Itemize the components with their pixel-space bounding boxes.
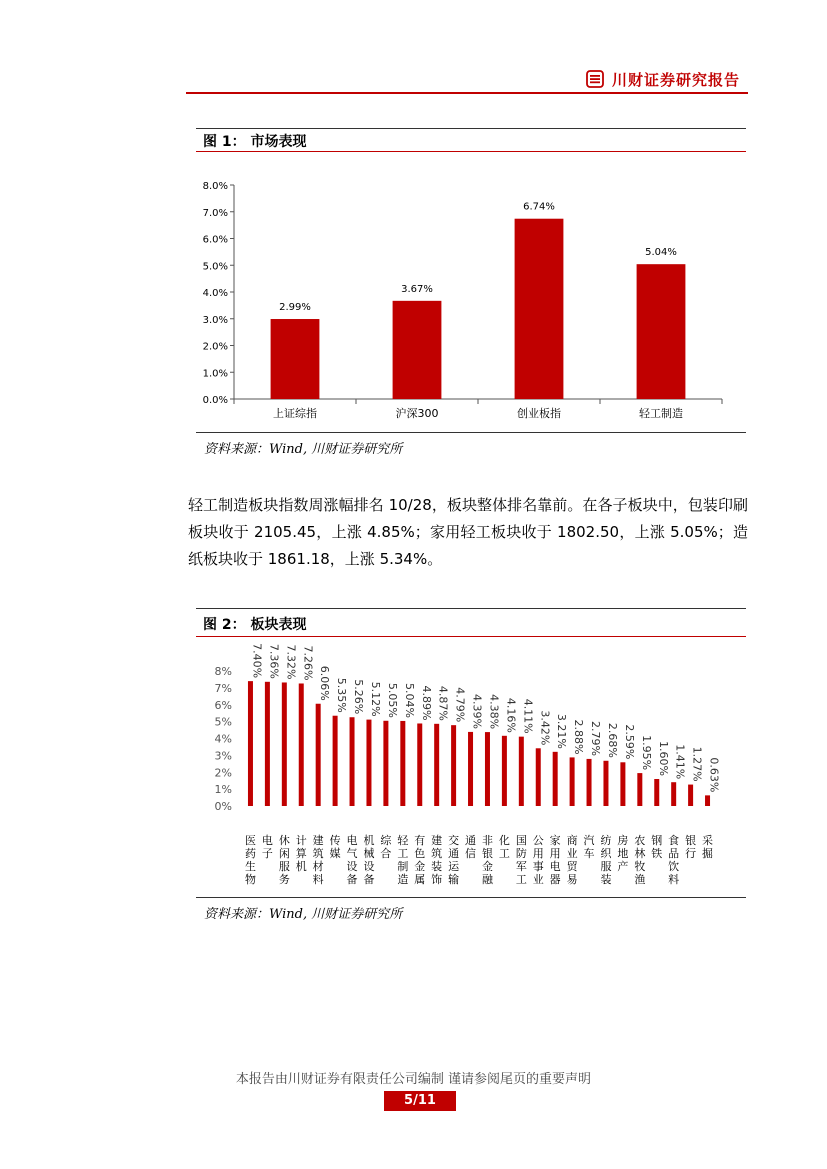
x-tick-label: 非银金融 (481, 834, 493, 886)
y-tick-label: 1% (214, 783, 232, 797)
x-tick-label: 纺织服装 (600, 834, 612, 886)
x-tick-label: 建筑材料 (312, 834, 324, 886)
x-tick-label: 通信 (465, 834, 477, 860)
x-tick-label: 食品饮料 (668, 834, 680, 886)
bar (570, 757, 575, 806)
figure2-bottom-rule (196, 897, 746, 898)
data-label: 2.99% (279, 302, 311, 314)
body-paragraph: 轻工制造板块指数周涨幅排名 10/28，板块整体排名靠前。在各子板块中，包装印刷板块收于 2105.45，上涨 4.85%；家用轻工板块收于 1802.50，上涨 5.05%；造纸板块收于 1861.18，上涨 5.34%。 (188, 496, 748, 568)
data-label: 6.74% (523, 201, 555, 213)
figure2-top-rule (196, 608, 746, 609)
x-tick-label: 汽车 (583, 834, 595, 860)
y-tick-label: 5.0% (202, 261, 228, 273)
x-tick-label: 国防军工 (515, 834, 527, 886)
x-tick-label: 电气设备 (346, 834, 358, 886)
bar (468, 732, 473, 806)
y-tick-label: 6.0% (202, 234, 228, 246)
brand-logo-icon (586, 70, 604, 88)
y-tick-label: 6% (214, 698, 232, 712)
bar (502, 736, 507, 806)
data-label: 5.26% (352, 679, 366, 715)
y-tick-label: 0% (214, 800, 232, 813)
figure2-source: 资料来源：Wind, 川财证券研究所 (204, 907, 403, 922)
x-tick-label: 采掘 (702, 834, 714, 860)
bar (417, 723, 422, 806)
y-tick-label: 7% (214, 681, 232, 695)
x-tick-label: 房地产 (617, 834, 629, 873)
bar (637, 264, 686, 399)
y-tick-label: 3.0% (202, 314, 228, 326)
figure2-title: 图 2： 板块表现 (203, 617, 307, 633)
y-tick-label: 3% (214, 749, 232, 763)
bar (515, 219, 564, 399)
data-label: 7.40% (250, 643, 264, 679)
x-tick-label: 传媒 (329, 834, 341, 860)
bar (519, 737, 524, 806)
bar (637, 773, 642, 806)
bar (654, 779, 659, 806)
data-label: 7.26% (301, 645, 315, 681)
data-label: 5.05% (385, 682, 399, 718)
bar (587, 759, 592, 806)
x-tick-label: 机械设备 (363, 834, 375, 886)
data-label: 5.12% (368, 681, 382, 717)
x-tick-label: 综合 (380, 834, 392, 860)
y-tick-label: 2% (214, 766, 232, 780)
data-label: 5.35% (335, 677, 349, 713)
data-label: 3.67% (401, 283, 433, 295)
y-tick-label: 0.0% (202, 395, 228, 406)
data-label: 3.42% (538, 710, 552, 746)
y-tick-label: 8.0% (202, 181, 228, 192)
page-number: 5/11 (384, 1091, 456, 1111)
x-tick-label: 钢铁 (651, 834, 663, 860)
data-label: 4.38% (487, 694, 501, 730)
data-label: 7.32% (284, 644, 298, 680)
bar (350, 717, 355, 806)
bar (705, 795, 710, 806)
x-tick-label: 家用电器 (549, 834, 561, 886)
data-label: 1.41% (673, 744, 687, 780)
bar (271, 319, 320, 399)
bar (671, 782, 676, 806)
x-tick-label: 计算机 (295, 834, 307, 873)
y-tick-label: 7.0% (202, 207, 228, 219)
data-label: 1.95% (639, 735, 653, 771)
bar (485, 732, 490, 806)
data-label: 4.16% (504, 697, 518, 733)
data-label: 4.87% (436, 685, 450, 721)
data-label: 2.68% (605, 722, 619, 758)
x-tick-label: 电子 (261, 834, 273, 860)
bar (333, 716, 338, 806)
data-label: 5.04% (645, 247, 677, 259)
data-label: 4.39% (470, 693, 484, 729)
figure2-title-rule (196, 636, 746, 637)
header-divider (186, 92, 748, 94)
bar (265, 682, 270, 806)
figure1-chart (196, 160, 746, 432)
x-tick-label: 公用事业 (532, 834, 544, 886)
x-tick-label: 沪深300 (395, 407, 439, 420)
header-title: 川财证券研究报告 (612, 71, 741, 89)
figure1-title-rule (196, 151, 746, 152)
x-tick-label: 休闲服务 (278, 834, 290, 886)
bar (603, 761, 608, 806)
footer-disclaimer: 本报告由川财证券有限责任公司编制 谨请参阅尾页的重要声明 (235, 1072, 592, 1087)
x-tick-label: 交通运输 (448, 834, 460, 886)
y-tick-label: 8% (214, 665, 232, 678)
x-tick-label: 有色金属 (414, 834, 426, 886)
x-tick-label: 轻工制造 (639, 407, 683, 420)
y-tick-label: 5% (214, 715, 232, 729)
data-label: 2.59% (622, 724, 636, 760)
bar (282, 682, 287, 806)
bar (393, 301, 442, 399)
bar (400, 721, 405, 806)
y-tick-label: 4.0% (202, 288, 228, 299)
bar (451, 725, 456, 806)
x-tick-label: 上证综指 (273, 407, 317, 420)
bar (553, 752, 558, 806)
y-tick-label: 2.0% (202, 341, 228, 353)
x-tick-label: 建筑装饰 (431, 834, 443, 886)
y-tick-label: 4% (214, 732, 232, 746)
bar (688, 785, 693, 806)
data-label: 2.88% (572, 719, 586, 755)
x-tick-label: 农林牧渔 (634, 834, 646, 886)
data-label: 6.06% (318, 665, 332, 701)
bar (620, 762, 625, 806)
data-label: 7.36% (267, 643, 281, 679)
data-label: 1.60% (656, 741, 670, 776)
y-tick-label: 1.0% (202, 368, 228, 380)
x-tick-label: 医药生物 (244, 834, 256, 886)
x-tick-label: 化工 (498, 834, 510, 860)
x-tick-label: 轻工制造 (397, 834, 409, 886)
bar (299, 683, 304, 806)
data-label: 3.21% (555, 713, 569, 749)
figure1-source: 资料来源：Wind, 川财证券研究所 (204, 442, 403, 457)
x-tick-label: 商业贸易 (566, 834, 578, 886)
x-tick-label: 银行 (685, 834, 697, 860)
data-label: 2.79% (589, 720, 603, 756)
data-label: 5.04% (402, 682, 416, 718)
bar (316, 704, 321, 806)
figure1-bottom-rule (196, 432, 746, 433)
bar (248, 681, 253, 806)
bar (536, 748, 541, 806)
data-label: 0.63% (707, 757, 721, 793)
data-label: 4.79% (453, 687, 467, 723)
data-label: 4.89% (419, 685, 433, 721)
figure2-chart (196, 640, 746, 896)
x-tick-label: 创业板指 (517, 407, 561, 420)
data-label: 4.11% (521, 698, 535, 734)
figure1-title: 图 1： 市场表现 (203, 134, 307, 150)
bar (366, 720, 371, 806)
bar (434, 724, 439, 806)
data-label: 1.27% (690, 746, 704, 782)
figure1-top-rule (196, 128, 746, 129)
bar (383, 721, 388, 806)
